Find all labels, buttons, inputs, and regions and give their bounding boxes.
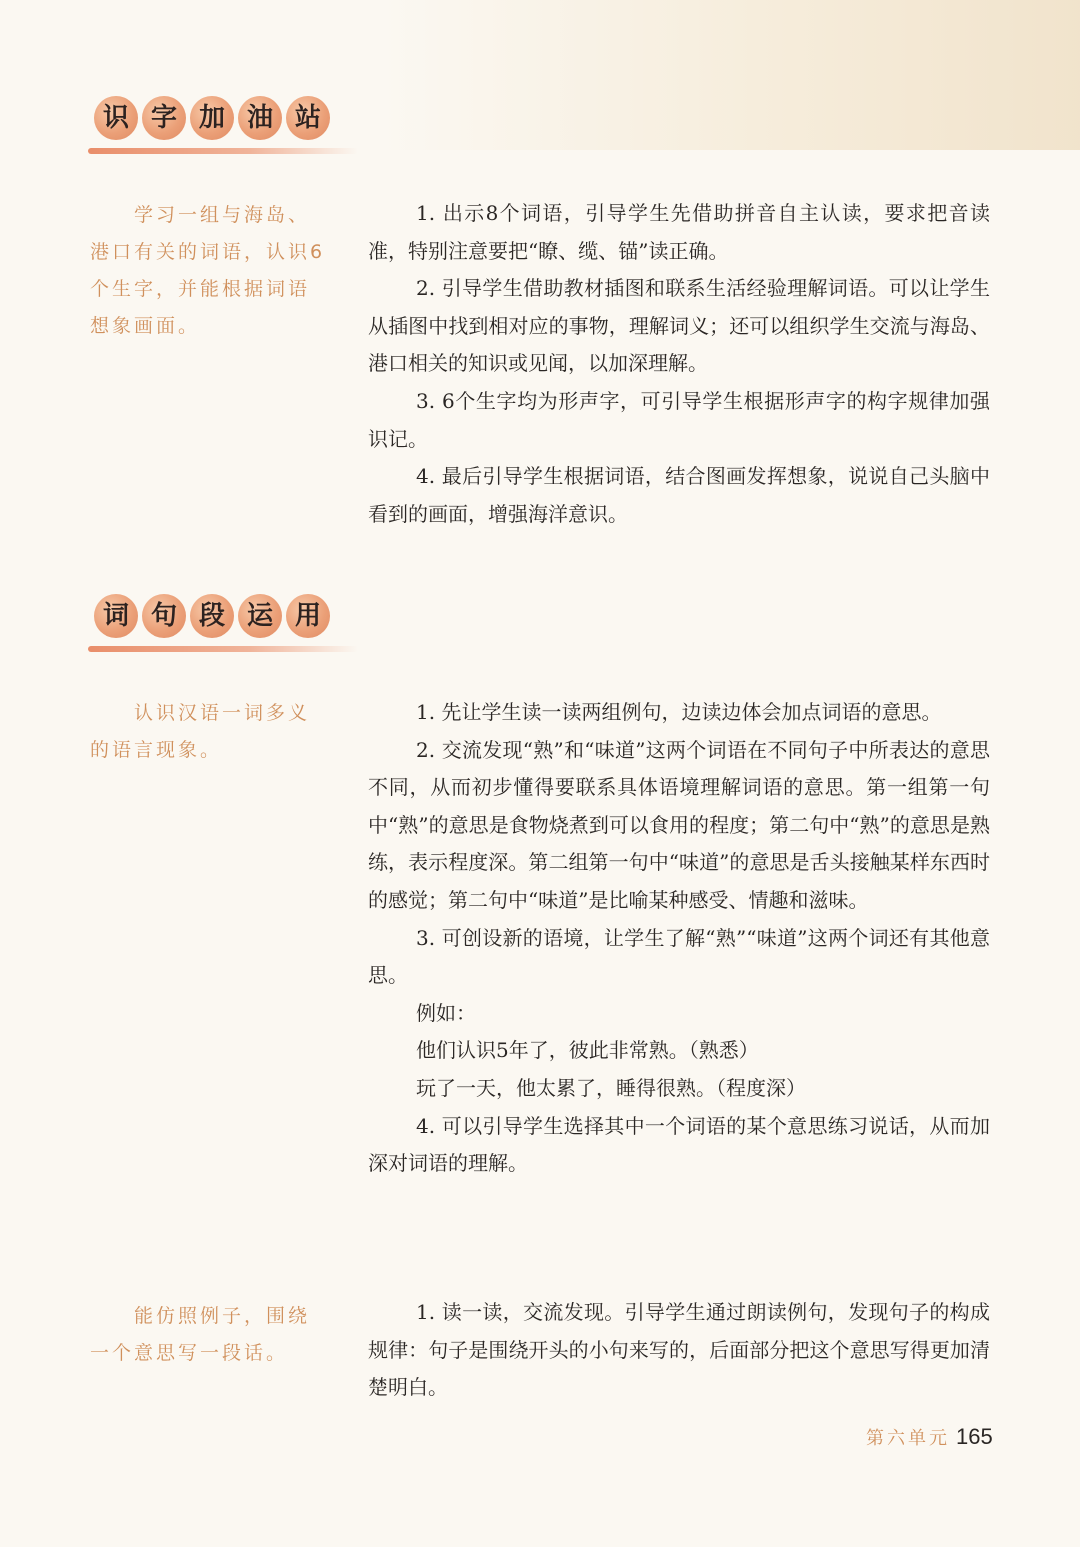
side-note-section2-block2 bbox=[90, 1298, 328, 1372]
paragraph: 1. 读一读，交流发现。引导学生通过朗读例句，发现句子的构成规律：句子是围绕开头的小句来写的，后面部分把这个意思写得更加清楚明白。 bbox=[368, 1300, 990, 1400]
page-background-glow bbox=[380, 0, 1080, 150]
page-number: 165 bbox=[956, 1424, 993, 1449]
paragraph: 1. 先让学生读一读两组例句，边读边体会加点词语的意思。 bbox=[416, 700, 942, 724]
side-note-text: 能仿照例子，围绕一个意思写一段话。 bbox=[90, 1305, 311, 1364]
side-note-section1 bbox=[90, 197, 328, 345]
heading-char: 字 bbox=[142, 96, 186, 140]
side-note-text: 学习一组与海岛、港口有关的词语，认识6个生字，并能根据词语想象画面。 bbox=[90, 204, 326, 337]
side-note-text: 认识汉语一词多义的语言现象。 bbox=[90, 702, 311, 761]
main-text-section2-block2 bbox=[368, 1294, 990, 1407]
main-text-section2-block1 bbox=[368, 694, 990, 1183]
unit-label: 第六单元 bbox=[866, 1428, 950, 1449]
example-sentence: 他们认识5年了，彼此非常熟。（熟悉） bbox=[416, 1038, 759, 1063]
heading-char: 油 bbox=[238, 96, 282, 140]
heading-char: 词 bbox=[94, 594, 138, 638]
page-footer bbox=[866, 1424, 993, 1458]
paragraph: 3. 6个生字均为形声字，可引导学生根据形声字的构字规律加强识记。 bbox=[368, 388, 990, 451]
heading-char: 加 bbox=[190, 96, 234, 140]
paragraph: 1. 出示8个词语，引导学生先借助拼音自主认读，要求把音读准，特别注意要把“瞭、缆、锚”读正确。 bbox=[368, 201, 990, 263]
side-note-section2-block1 bbox=[90, 695, 328, 769]
section-heading-recognize-chars bbox=[88, 90, 378, 160]
heading-char: 识 bbox=[94, 96, 138, 140]
heading-char: 运 bbox=[238, 594, 282, 638]
example-sentence: 玩了一天，他太累了，睡得很熟。（程度深） bbox=[416, 1075, 806, 1100]
example-label: 例如： bbox=[416, 1000, 476, 1025]
heading-underline bbox=[88, 646, 358, 652]
paragraph: 4. 可以引导学生选择其中一个词语的某个意思练习说话，从而加深对词语的理解。 bbox=[368, 1113, 990, 1176]
section-heading-word-usage bbox=[88, 588, 378, 658]
heading-char: 站 bbox=[286, 96, 330, 140]
heading-underline bbox=[88, 148, 358, 154]
heading-char: 句 bbox=[142, 594, 186, 638]
paragraph: 2. 交流发现“熟”和“味道”这两个词语在不同句子中所表达的意思不同，从而初步懂得要联系具体语境理解词语的意思。第一组第一句中“熟”的意思是食物烧煮到可以食用的程度；第二句中“熟”的意思是熟练，表示程度深。第二组第一句中“味道”的意思是舌头接触某样东西时的感觉；第二句中“味道”是比喻某种感受、情趣和滋味。 bbox=[368, 737, 990, 912]
main-text-section1 bbox=[368, 195, 990, 533]
heading-char: 用 bbox=[286, 594, 330, 638]
paragraph: 2. 引导学生借助教材插图和联系生活经验理解词语。可以让学生从插图中找到相对应的事物，理解词义；还可以组织学生交流与海岛、港口相关的知识或见闻，以加深理解。 bbox=[368, 276, 990, 376]
paragraph: 3. 可创设新的语境，让学生了解“熟”“味道”这两个词还有其他意思。 bbox=[368, 925, 990, 988]
heading-char: 段 bbox=[190, 594, 234, 638]
paragraph: 4. 最后引导学生根据词语，结合图画发挥想象，说说自己头脑中看到的画面，增强海洋意识。 bbox=[368, 464, 990, 526]
